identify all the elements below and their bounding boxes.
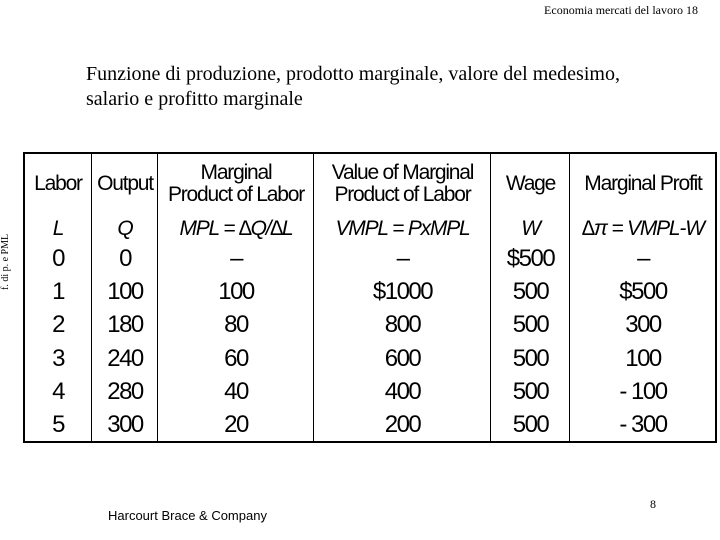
table-row: [24, 342, 716, 375]
table-cell: $500: [506, 244, 555, 272]
symbol-cell: VMPL = PxMPL: [335, 216, 470, 240]
table-cell: 5: [52, 411, 64, 439]
table-cell: 180: [107, 311, 143, 339]
header-labor: Labor: [34, 172, 82, 195]
table-cell: 240: [107, 344, 143, 372]
table-cell: 0: [52, 244, 64, 272]
table-cell: 200: [384, 411, 421, 439]
table-row: [24, 242, 716, 275]
header-vmpl: Value of Marginal Product of Labor: [331, 161, 474, 206]
page-number: 8: [650, 497, 656, 511]
table-cell: 500: [512, 311, 549, 339]
table-cell: 400: [384, 378, 421, 405]
table-cell: 500: [512, 378, 549, 405]
table-cell: 100: [625, 344, 661, 372]
publisher-footer: Harcourt Brace & Company: [108, 508, 267, 523]
table-cell: –: [637, 244, 649, 272]
table-cell: 300: [625, 311, 661, 339]
symbol-row: [24, 215, 716, 242]
header-wage: Wage: [505, 172, 556, 195]
header-mpl: Marginal Product of Labor: [167, 161, 305, 206]
table-cell: 100: [107, 278, 143, 306]
table-cell: 500: [512, 411, 549, 439]
symbol-cell: L: [52, 216, 64, 240]
table-cell: –: [396, 244, 409, 272]
labor-table: [24, 153, 716, 442]
table-cell: 3: [52, 344, 64, 372]
table-cell: - 300: [619, 411, 667, 439]
table-cell: 280: [107, 378, 143, 405]
labor-table-frame: [23, 152, 717, 443]
table-cell: $1000: [372, 278, 433, 306]
symbol-cell: Q: [117, 216, 133, 240]
table-row: [24, 409, 716, 442]
table-cell: 300: [107, 411, 143, 439]
header-profit: Marginal Profit: [584, 172, 702, 195]
table-cell: 100: [218, 278, 254, 306]
table-cell: 0: [119, 244, 131, 272]
table-cell: 80: [224, 311, 248, 339]
symbol-cell: ∆π = VMPL-W: [582, 216, 704, 240]
table-cell: 800: [384, 311, 421, 339]
table-cell: –: [230, 244, 242, 272]
symbol-cell: MPL = ∆Q/∆L: [179, 216, 293, 240]
symbol-cell: W: [521, 216, 540, 240]
table-header-row: [24, 153, 716, 215]
table-cell: - 100: [619, 378, 667, 405]
table-cell: 20: [224, 411, 248, 439]
table-row: [24, 375, 716, 408]
table-cell: 2: [52, 311, 64, 339]
side-label: f. di p. e PML: [0, 233, 11, 290]
running-header: Economia mercati del lavoro 18: [544, 3, 698, 17]
table-cell: 500: [512, 278, 549, 306]
table-cell: 60: [224, 344, 248, 372]
table-cell: 500: [512, 344, 549, 372]
table-cell: 4: [52, 378, 64, 405]
table-cell: 600: [384, 344, 421, 372]
table-cell: $500: [619, 278, 667, 306]
table-cell: 1: [52, 278, 64, 306]
header-output: Output: [97, 172, 153, 195]
table-cell: 40: [224, 378, 248, 405]
table-row: [24, 309, 716, 342]
slide-title: Funzione di produzione, prodotto marginale, valore del medesimo, salario e profitto marginale: [86, 63, 620, 110]
table-row: [24, 276, 716, 309]
